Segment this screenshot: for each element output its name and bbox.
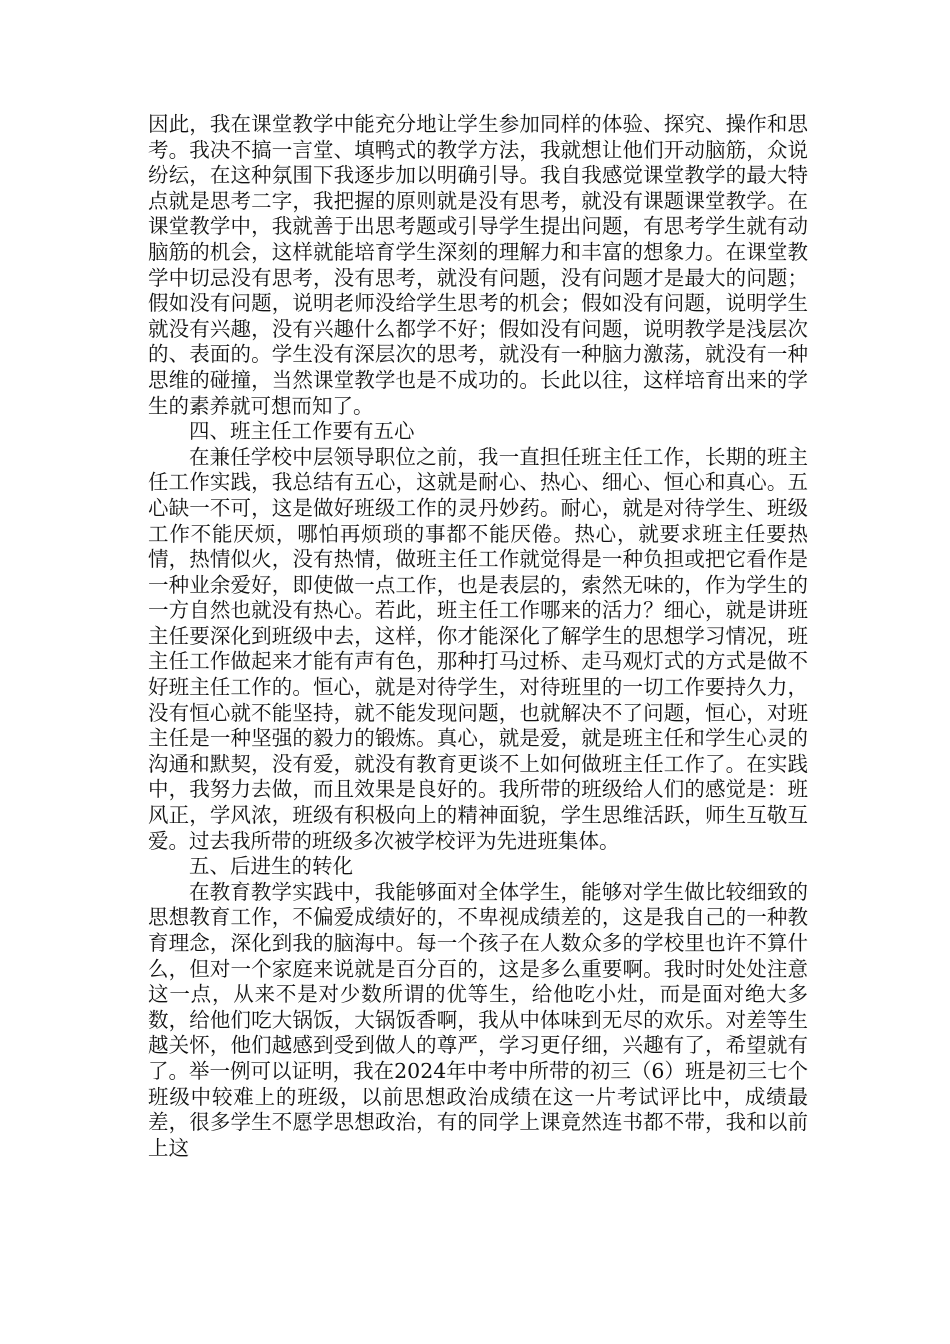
section-heading-struggling-students: 五、后进生的转化	[189, 854, 353, 879]
paragraph-five-hearts: 在兼任学校中层领导职位之前，我一直担任班主任工作，长期的班主任工作实践，我总结有五心，这就是耐心、热心、细心、恒心和真心。五心缺一不可，这是做好班级工作的灵丹妙药。耐心，就是对待学生、班级工作不能厌烦，哪怕再烦琐的事都不能厌倦。热心，就要求班主任要热情，热情似火，没有热情，做班主任工作就觉得是一种负担或把它看作是一种业余爱好，即使做一点工作，也是表层的，索然无味的，作为学生的一方自然也就没有热心。若此，班主任工作哪来的活力？细心，就是讲班主任要深化到班级中去，这样，你才能深化了解学生的思想学习情况，班主任工作做起来才能有声有色，那种打马过桥、走马观灯式的方式是做不好班主任工作的。恒心，就是对待学生，对待班里的一切工作要持久力，没有恒心就不能坚持，就不能发现问题，也就解决不了问题，恒心，对班主任是一种坚强的毅力的锻炼。真心，就是爱，就是班主任和学生心灵的沟通和默契，没有爱，就没有教育更谈不上如何做班主任工作了。在实践中，我努力去做，而且效果是良好的。我所带的班级给人们的感觉是：班风正，学风浓，班级有积极向上的精神面貌，学生思维活跃，师生互敬互爱。过去我所带的班级多次被学校评为先进班集体。	[148, 444, 808, 853]
section-heading-five-hearts: 四、班主任工作要有五心	[189, 419, 415, 444]
paragraph-classroom-thinking: 因此，我在课堂教学中能充分地让学生参加同样的体验、探究、操作和思考。我决不搞一言堂、填鸭式的教学方法，我就想让他们开动脑筋，众说纷纭，在这种氛围下我逐步加以明确引导。我自我感觉课堂教学的最大特点就是思考二字，我把握的原则就是没有思考，就没有课题课堂教学。在课堂教学中，我就善于出思考题或引导学生提出问题，有思考学生就有动脑筋的机会，这样就能培育学生深刻的理解力和丰富的想象力。在课堂教学中切忌没有思考，没有思考，就没有问题，没有问题才是最大的问题；假如没有问题，说明老师没给学生思考的机会；假如没有问题，说明学生就没有兴趣，没有兴趣什么都学不好；假如没有问题，说明教学是浅层次的、表面的。学生没有深层次的思考，就没有一种脑力激荡，就没有一种思维的碰撞，当然课堂教学也是不成功的。长此以往，这样培育出来的学生的素养就可想而知了。	[148, 112, 808, 418]
paragraph-struggling-students: 在教育教学实践中，我能够面对全体学生，能够对学生做比较细致的思想教育工作，不偏爱成绩好的，不卑视成绩差的，这是我自己的一种教育理念，深化到我的脑海中。每一个孩子在人数众多的学校里也许不算什么，但对一个家庭来说就是百分百的，这是多么重要啊。我时时处处注意这一点，从来不是对少数所谓的优等生，给他吃小灶，而是面对绝大多数，给他们吃大锅饭，大锅饭香啊，我从中体味到无尽的欢乐。对差等生越关怀，他们越感到受到做人的尊严，学习更仔细，兴趣有了，希望就有了。举一例可以证明，我在2024年中考中所带的初三（6）班是初三七个班级中较难上的班级，以前思想政治成绩在这一片考试评比中，成绩最差，很多学生不愿学思想政治，有的同学上课竟然连书都不带，我和以前上这	[148, 879, 808, 1160]
document-page	[148, 112, 808, 1161]
